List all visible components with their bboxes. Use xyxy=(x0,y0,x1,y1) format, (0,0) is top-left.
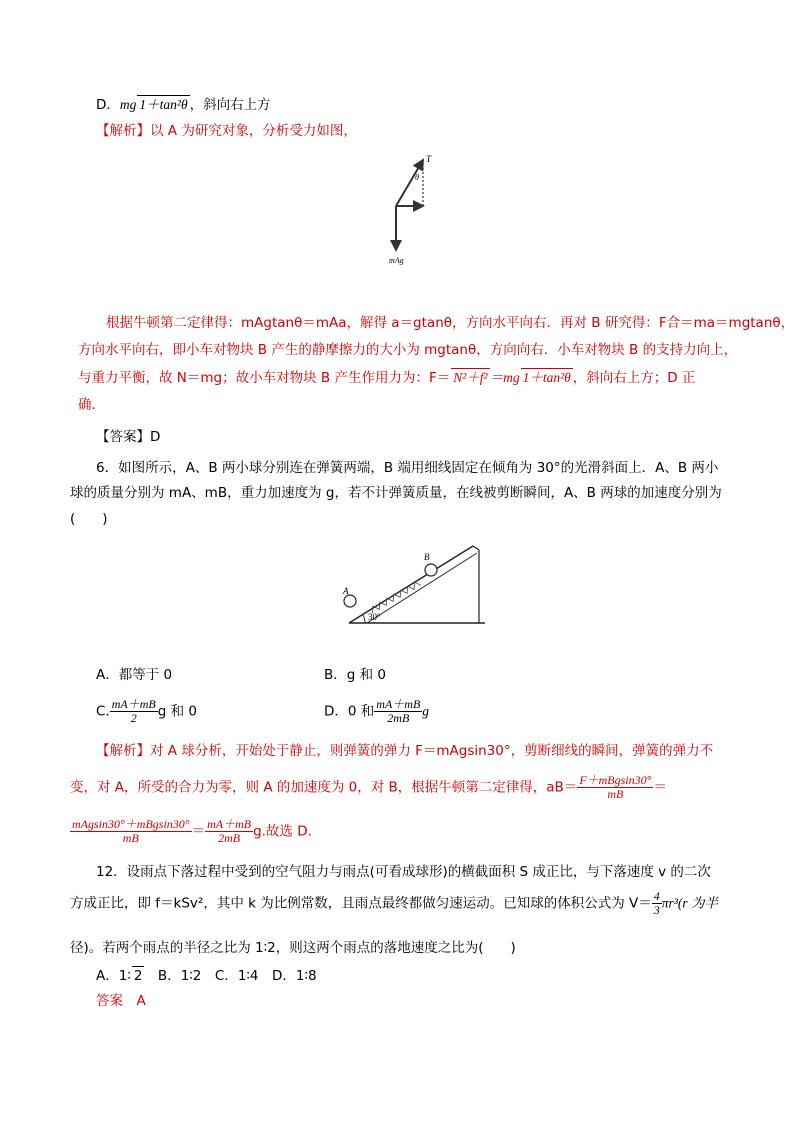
q6-option-c: C. $\frac{mA+mB}{2}$ g 和 0 xyxy=(96,697,197,725)
analysis-label: 【解析】 xyxy=(96,123,150,139)
q6-option-b: B．g 和 0 xyxy=(324,667,387,683)
q12-stem-line3: 径)。若两个雨点的半径之比为 1∶2，则这两个雨点的落地速度之比为( ) xyxy=(70,940,516,956)
q6-option-a: A．都等于 0 xyxy=(96,667,173,683)
q6-analysis-line2: 变，对 A，所受的合力为零，则 A 的加速度为 0，对 B，根据牛顿第二定律得，aB＝ $\frac{\text{F＋mBgsin30°}}{mB}$ ＝ xyxy=(70,773,667,801)
force-diagram xyxy=(385,150,445,270)
q6-stem-line3: ( ) xyxy=(70,511,108,527)
q6-option-d: D．0 和 $\frac{mA+mB}{2mB}$ g xyxy=(324,697,430,725)
q12-options: A．1∶ 2 B．1∶2 C．1∶4 D．1∶8 xyxy=(96,968,317,984)
q6-analysis-line1: 【解析】对 A 球分析，开始处于静止，则弹簧的弹力 F＝mAgsin30°，剪断细线的瞬间，弹簧的弹力不 xyxy=(96,743,714,759)
q5-analysis-intro: 【解析】以 A 为研究对象，分析受力如图， xyxy=(96,123,357,139)
q6-analysis-line3: $\frac{\text{mAgsin30°＋mBgsin30°}}{mB}$ ＝ $\frac{mA+mB}{2mB}$ g.故选 D. xyxy=(72,817,312,845)
q5-body-line1: 根据牛顿第二定律得：mAgtanθ＝mAa，解得 a＝gtanθ，方向水平向右．再对 B 研究得：F合＝ma＝mgtanθ， xyxy=(106,315,794,331)
ball-a-shape xyxy=(344,595,356,607)
ball-b-label: B xyxy=(424,552,430,562)
q5-body-line3: 与重力平衡，故 N＝mg；故小车对物块 B 产生作用力为：F＝ N²＋f² ＝mg 1＋tan²θ ，斜向右上方；D 正 xyxy=(78,370,696,386)
q6-stem-line2: 球的质量分别为 mA、mB，重力加速度为 g，若不计弹簧质量，在线被剪断瞬间，A、B 两球的加速度分别为 xyxy=(70,485,722,501)
incline-diagram xyxy=(345,538,495,628)
analysis-label: 【解析】 xyxy=(96,743,150,759)
tension-label: T xyxy=(426,154,432,164)
q5-body-line2: 方向水平向右，即小车对物块 B 产生的静摩擦力的大小为 mgtanθ，方向向右．小车对物块 B 的支持力向上， xyxy=(78,342,738,358)
angle-label: 30° xyxy=(368,612,381,622)
ball-a-label: A xyxy=(343,586,349,596)
theta-label: θ xyxy=(415,173,419,182)
q5-body-line4: 确． xyxy=(78,397,105,413)
q12-stem-line2: 方成正比，即 f＝kSv²，其中 k 为比例常数，且雨点最终都做匀速运动。已知球的体积公式为 V＝ $\frac{4}{3}$ πr³(r 为半 xyxy=(70,889,718,917)
q5-answer: 【答案】D xyxy=(96,429,161,445)
weight-label: mAg xyxy=(389,256,404,265)
q6-stem-line1: 6．如图所示，A、B 两小球分别连在弹簧两端，B 端用细线固定在倾角为 30°的光滑斜面上．A、B 两小 xyxy=(96,460,719,476)
q12-stem-line1: 12．设雨点下落过程中受到的空气阻力与雨点(可看成球形)的横截面积 S 成正比，与下落速度 v 的二次 xyxy=(96,864,711,880)
q12-answer: 答案 A xyxy=(96,993,146,1009)
ball-b-shape xyxy=(425,564,437,576)
q5-option-d: D．mg 1＋tan²θ ，斜向右上方 xyxy=(96,97,271,113)
